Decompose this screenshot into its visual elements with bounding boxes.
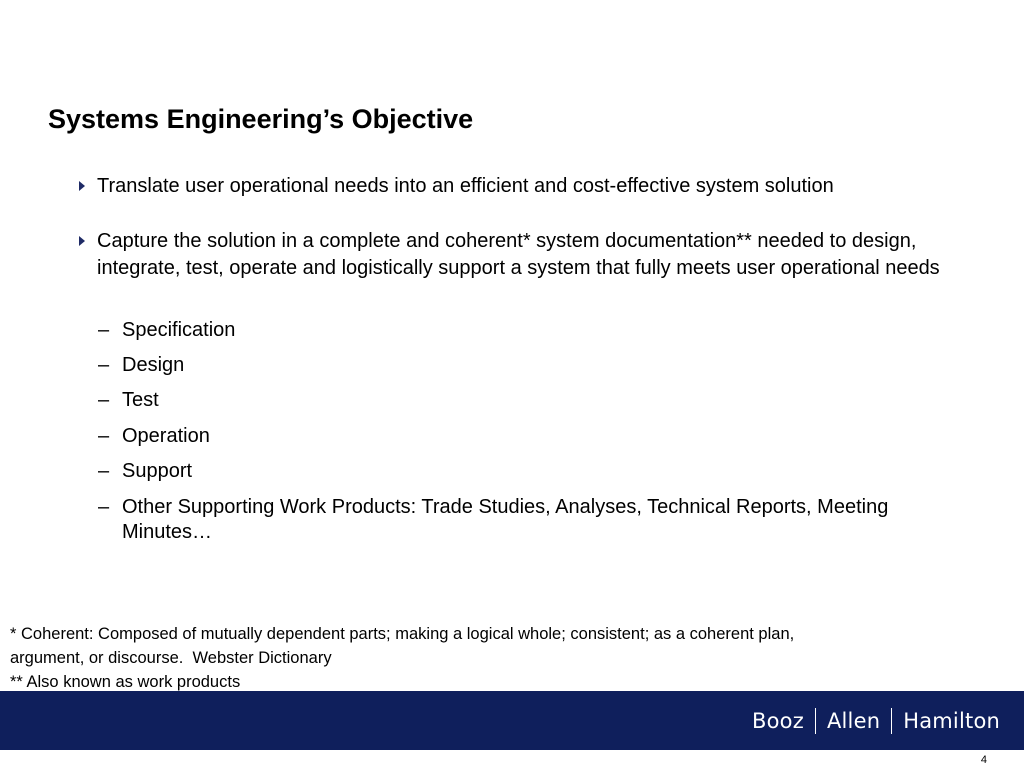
sub-bullet-text: Support (122, 460, 193, 482)
slide-title: Systems Engineering’s Objective (48, 104, 474, 134)
logo-word-hamilton: Hamilton (903, 709, 1000, 733)
dash-marker: – (98, 389, 110, 411)
sub-bullet-item (98, 353, 942, 378)
sub-bullet-item (98, 388, 942, 413)
booz-allen-hamilton-logo (752, 707, 1000, 735)
sub-bullet-text: Other Supporting Work Products: Trade Studies, Analyses, Technical Reports, Meeting Minutes… (122, 496, 889, 543)
sub-bullet-item (98, 424, 942, 449)
dash-marker: – (98, 425, 110, 447)
bullet-text: Translate user operational needs into an efficient and cost-effective system solution (97, 175, 834, 197)
logo-word-booz: Booz (752, 709, 804, 733)
page-number: 4 (980, 754, 987, 766)
triangle-bullet-icon (79, 236, 85, 246)
bullet-item (97, 228, 967, 282)
footnote-coherent-continued: argument, or discourse. Webster Dictionary (10, 649, 332, 667)
footnote-work-products: ** Also known as work products (10, 673, 241, 691)
triangle-bullet-icon (79, 181, 85, 191)
sub-bullet-text: Design (122, 354, 185, 376)
sub-bullet-item (98, 318, 942, 343)
footnotes (10, 622, 1010, 694)
logo-divider (815, 708, 816, 734)
bullet-item (97, 173, 967, 200)
dash-marker: – (98, 460, 110, 482)
bullet-text: Capture the solution in a complete and coherent* system documentation** needed to design, integrate, test, operate and logistically support a system that fully meets user operational needs (97, 230, 940, 279)
sub-bullet-text: Specification (122, 319, 236, 341)
dash-marker: – (98, 319, 110, 341)
dash-marker: – (98, 496, 110, 518)
footnote-coherent: * Coherent: Composed of mutually dependent parts; making a logical whole; consistent; as a coherent plan, (10, 625, 795, 643)
sub-bullet-text: Operation (122, 425, 210, 447)
logo-word-allen: Allen (826, 709, 881, 733)
sub-bullet-item (98, 459, 942, 484)
footer-bar (0, 691, 1024, 750)
dash-marker: – (98, 354, 110, 376)
sub-bullet-text: Test (122, 389, 159, 411)
logo-divider (891, 708, 892, 734)
sub-bullet-item (98, 495, 942, 545)
